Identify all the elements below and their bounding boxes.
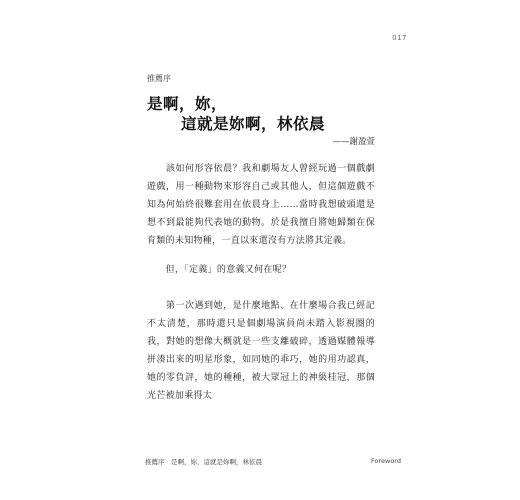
running-footer-label: Foreword	[371, 457, 401, 465]
body-paragraph-3	[147, 297, 375, 405]
paragraph-text: 該如何形容依晨？我和劇場友人曾經玩過一個戲劇遊戲，用一種動物來形容自己或其他人，但這個遊戲不知為何始終很難套用在依晨身上……當時我想破頭還是想不到最能夠代表她的動物。於是我擅自將她歸類在保育類的未知物種，一直以來還沒有方法將其定義。	[147, 164, 375, 246]
running-footer-title: 推薦序 是啊，妳，這就是妳啊，林依晨	[145, 458, 262, 466]
paragraph-text: 第一次遇到她，是什麼地點、在什麼場合我已經記不太清楚，那時還只是個劇場演員尚未踏入影視圈的我，對她的想像大概就是一些支離破碎，透過媒體報導拼湊出來的明星形象，如同她的乖巧，她的用功認真，她的零負評，她的種種，被大眾冠上的神級桂冠，那個光芒被加乘得太	[147, 301, 375, 401]
body-paragraph-2	[147, 261, 375, 279]
paragraph-text: 但，「定義」的意義又何在呢？	[147, 265, 292, 275]
section-label: 推薦序	[147, 74, 171, 83]
author-byline: ——謝盈萱	[332, 137, 375, 147]
article-title-line-2: 這就是妳啊，林依晨	[181, 114, 326, 133]
body-paragraph-1	[147, 160, 375, 250]
page-number: 017	[392, 34, 407, 42]
article-title-line-1: 是啊，妳，	[147, 94, 228, 113]
